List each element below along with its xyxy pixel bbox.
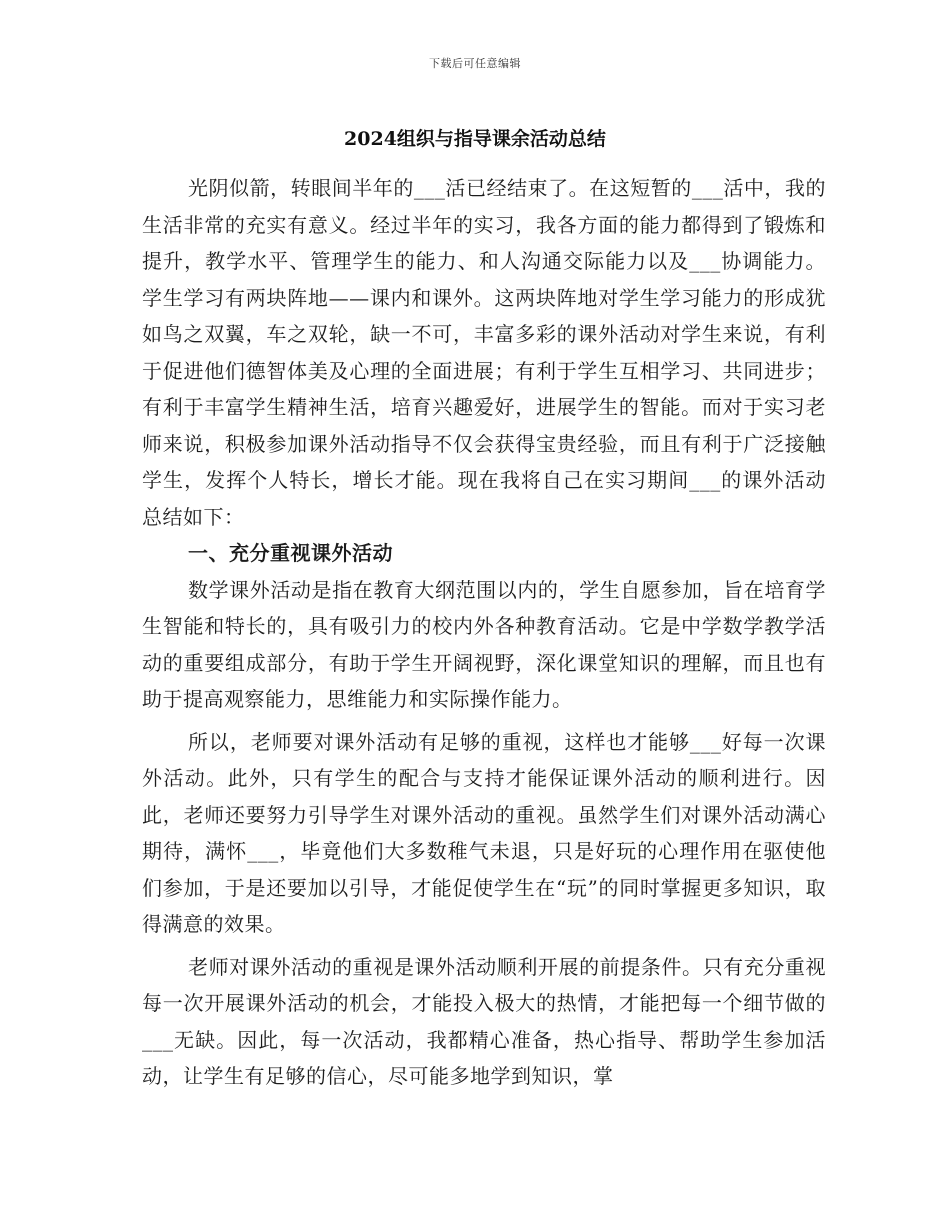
document-body [142, 170, 826, 1095]
paragraph-intro: 光阴似箭，转眼间半年的___活已经结束了。在这短暂的___活中，我的生活非常的充实有意义。经过半年的实习，我各方面的能力都得到了锻炼和提升，教学水平、管理学生的能力、和人沟通交际能力以及___协调能力。学生学习有两块阵地——课内和课外。这两块阵地对学生学习能力的形成犹如鸟之双翼，车之双轮，缺一不可，丰富多彩的课外活动对学生来说，有利于促进他们德智体美及心理的全面进展；有利于学生互相学习、共同进步；有利于丰富学生精神生活，培育兴趣爱好，进展学生的智能。而对于实习老师来说，积极参加课外活动指导不仅会获得宝贵经验，而且有利于广泛接触学生，发挥个人特长，增长才能。现在我将自己在实习期间___的课外活动总结如下： [142, 176, 826, 529]
page-header: 下载后可任意编辑 [429, 57, 521, 70]
paragraph-preparation: 老师对课外活动的重视是课外活动顺利开展的前提条件。只有充分重视每一次开展课外活动的机会，才能投入极大的热情，才能把每一个细节做的___无缺。因此，每一次活动，我都精心准备，热心指导、帮助学生参加活动，让学生有足够的信心，尽可能多地学到知识，掌 [142, 954, 826, 1088]
section-heading: 一、充分重视课外活动 [188, 541, 393, 565]
paragraph-definition: 数学课外活动是指在教育大纲范围以内的，学生自愿参加，旨在培育学生智能和特长的，具有吸引力的校内外各种教育活动。它是中学数学教学活动的重要组成部分，有助于学生开阔视野，深化课堂知识的理解，而且也有助于提高观察能力，思维能力和实际操作能力。 [142, 577, 826, 711]
paragraph-importance: 所以，老师要对课外活动有足够的重视，这样也才能够___好每一次课外活动。此外，只有学生的配合与支持才能保证课外活动的顺利进行。因此，老师还要努力引导学生对课外活动的重视。虽然学生们对课外活动满心期待，满怀___，毕竟他们大多数稚气未退，只是好玩的心理作用在驱使他们参加，于是还要加以引导，才能促使学生在“玩”的同时掌握更多知识，取得满意的效果。 [142, 729, 826, 936]
document-title: 2024组织与指导课余活动总结 [344, 128, 606, 150]
